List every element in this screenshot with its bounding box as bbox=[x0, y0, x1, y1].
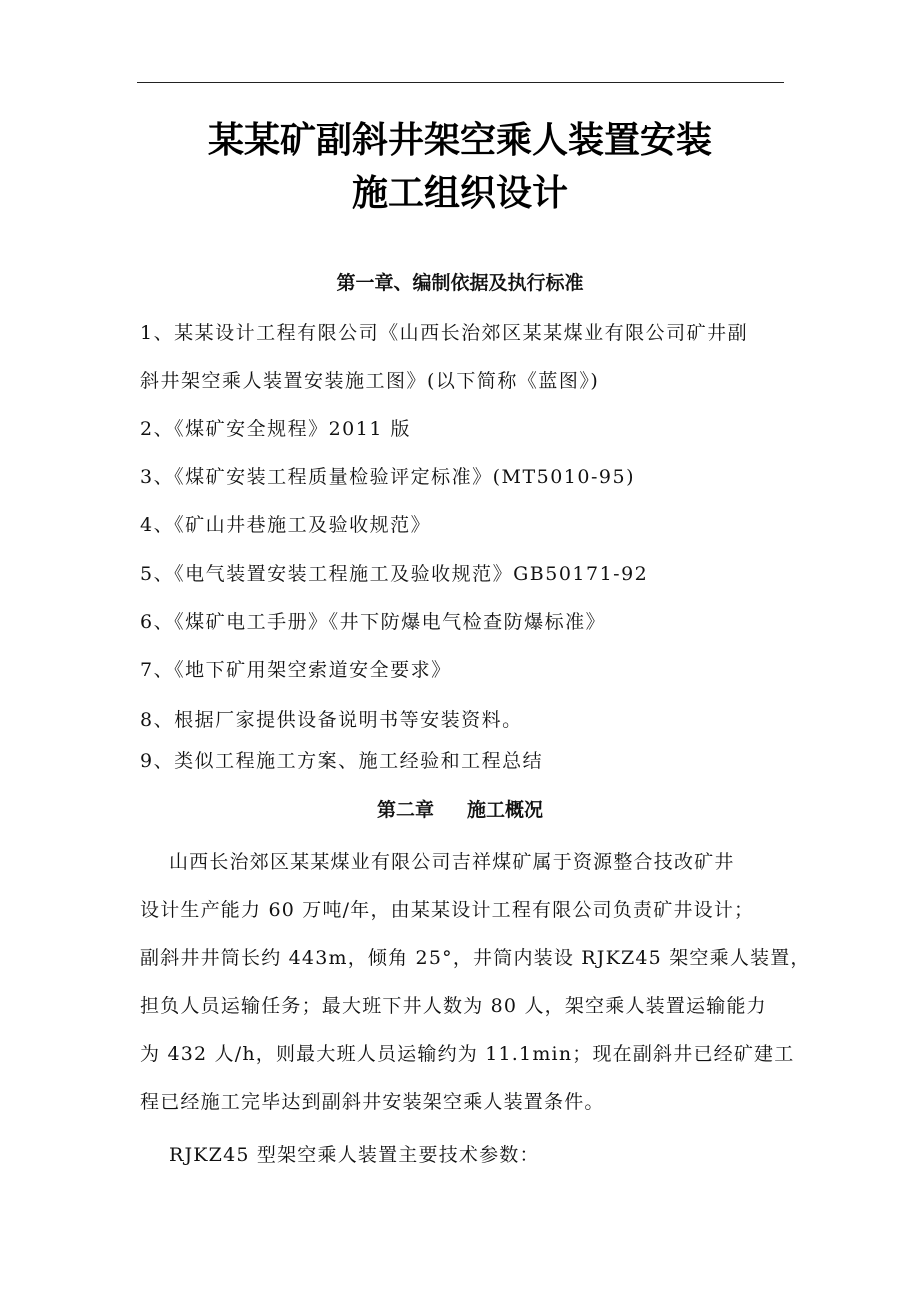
basis-item-1: 1、某某设计工程有限公司《山西长治郊区某某煤业有限公司矿井副 bbox=[140, 322, 749, 344]
params-intro: RJKZ45 型架空乘人装置主要技术参数： bbox=[140, 1144, 540, 1166]
basis-item-5: 5、《电气装置安装工程施工及验收规范》GB50171-92 bbox=[140, 563, 649, 585]
overview-line-1: 山西长治郊区某某煤业有限公司吉祥煤矿属于资源整合技改矿井 bbox=[140, 851, 735, 873]
basis-item-6: 6、《煤矿电工手册》《井下防爆电气检查防爆标准》 bbox=[140, 611, 607, 633]
basis-item-3: 3、《煤矿安装工程质量检验评定标准》(MT5010-95) bbox=[140, 466, 635, 488]
overview-line-6: 程已经施工完毕达到副斜井安装架空乘人装置条件。 bbox=[140, 1091, 605, 1113]
document-title-line-1: 某某矿副斜井架空乘人装置安装 bbox=[207, 120, 712, 161]
basis-item-8: 8、根据厂家提供设备说明书等安装资料。 bbox=[140, 709, 523, 731]
basis-item-1-cont: 斜井架空乘人装置安装施工图》(以下简称《蓝图》) bbox=[140, 370, 600, 392]
overview-line-2: 设计生产能力 60 万吨/年，由某某设计工程有限公司负责矿井设计； bbox=[140, 899, 755, 921]
basis-item-7: 7、《地下矿用架空索道安全要求》 bbox=[140, 659, 452, 681]
chapter-2-heading: 第二章 施工概况 bbox=[376, 799, 544, 821]
basis-item-9: 9、类似工程施工方案、施工经验和工程总结 bbox=[140, 750, 544, 772]
header-rule bbox=[137, 82, 784, 83]
overview-line-4: 担负人员运输任务；最大班下井人数为 80 人，架空乘人装置运输能力 bbox=[140, 995, 767, 1017]
overview-line-5: 为 432 人/h，则最大班人员运输约为 11.1min；现在副斜井已经矿建工 bbox=[140, 1043, 795, 1065]
document-title-line-2: 施工组织设计 bbox=[351, 173, 568, 214]
chapter-1-heading: 第一章、编制依据及执行标准 bbox=[336, 272, 584, 294]
basis-item-4: 4、《矿山井巷施工及验收规范》 bbox=[140, 514, 432, 536]
overview-line-3: 副斜井井筒长约 443m，倾角 25°，井筒内装设 RJKZ45 架空乘人装置， bbox=[140, 947, 811, 969]
basis-item-2: 2、《煤矿安全规程》2011 版 bbox=[140, 418, 411, 440]
